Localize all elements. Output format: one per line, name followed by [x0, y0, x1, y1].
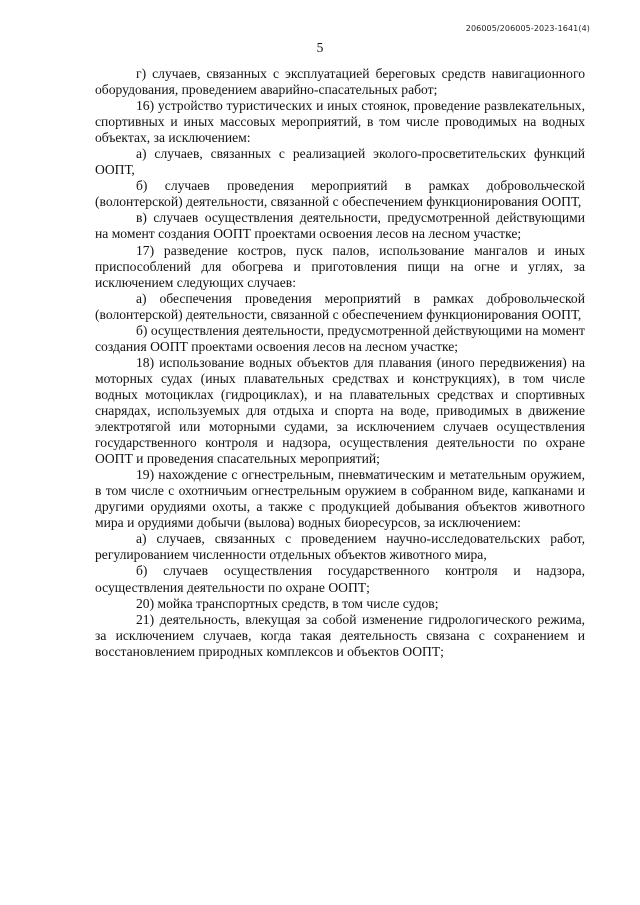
paragraph-16-v: в) случаев осуществления деятельности, предусмотренной действующими на момент создания ООПТ проектами освоения лесов на лесном участке; — [95, 210, 585, 242]
paragraph-16-a: а) случаев, связанных с реализацией эколого-просветительских функций ООПТ, — [95, 146, 585, 178]
paragraph-17-a: а) обеспечения проведения мероприятий в рамках добровольческой (волонтерской) деятельности, связанной с обеспечением функционирования ООПТ, — [95, 290, 585, 322]
paragraph-19: 19) нахождение с огнестрельным, пневматическим и метательным оружием, в том числе с охотничьим огнестрельным оружием в собранном виде, капканами и другими орудиями охоты, а также с продукцией добывания объектов животного мира и орудиями добычи (вылова) водных биоресурсов, за исключением: — [95, 467, 585, 531]
paragraph-21: 21) деятельность, влекущая за собой изменение гидрологического режима, за исключением случаев, когда такая деятельность связана с сохранением и восстановлением природных комплексов и объектов ООПТ; — [95, 611, 585, 659]
paragraph-item-g: г) случаев, связанных с эксплуатацией береговых средств навигационного оборудования, проведением аварийно-спасательных работ; — [95, 66, 585, 98]
paragraph-16-b: б) случаев проведения мероприятий в рамках добровольческой (волонтерской) деятельности, связанной с обеспечением функционирования ООПТ, — [95, 178, 585, 210]
document-body — [95, 66, 585, 660]
paragraph-20: 20) мойка транспортных средств, в том числе судов; — [136, 595, 439, 611]
paragraph-17-b: б) осуществления деятельности, предусмотренной действующими на момент создания ООПТ проектами освоения лесов на лесном участке; — [95, 322, 585, 354]
paragraph-19-a: а) случаев, связанных с проведением научно-исследовательских работ, регулированием численности отдельных объектов животного мира, — [95, 531, 585, 563]
paragraph-17: 17) разведение костров, пуск палов, использование мангалов и иных приспособлений для обогрева и приготовления пищи на огне и углях, за исключением следующих случаев: — [95, 242, 585, 290]
page-number: 5 — [316, 40, 324, 55]
paragraph-16: 16) устройство туристических и иных стоянок, проведение развлекательных, спортивных и иных массовых мероприятий, в том числе проводимых на водных объектах, за исключением: — [95, 98, 585, 146]
paragraph-19-b: б) случаев осуществления государственного контроля и надзора, осуществления деятельности по охране ООПТ; — [95, 563, 585, 595]
paragraph-18: 18) использование водных объектов для плавания (иного передвижения) на моторных судах (иных плавательных средствах и конструкциях), в том числе водных мотоциклах (гидроциклах), и на плавательных средствах и спортивных снарядах, используемых для отдыха и спорта на воде, приводимых в движение электротягой или моторными судами, за исключением случаев осуществления государственного контроля и надзора, осуществления деятельности по охране ООПТ и проведения спасательных мероприятий; — [95, 354, 585, 467]
document-id: 206005/206005-2023-1641(4) — [465, 24, 590, 33]
